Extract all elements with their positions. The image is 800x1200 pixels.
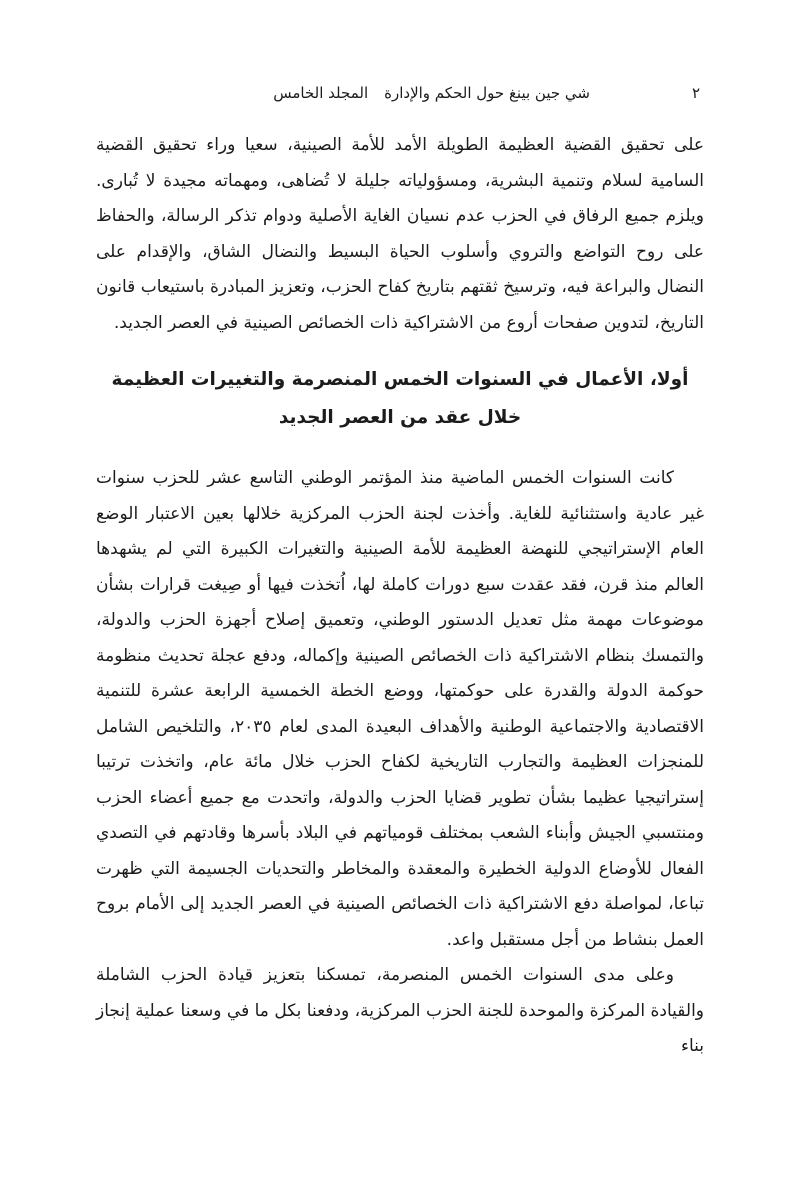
volume-label: المجلد الخامس [273, 84, 369, 102]
page-body [96, 128, 704, 1065]
body-paragraph: كانت السنوات الخمس الماضية منذ المؤتمر الوطني التاسع عشر للحزب سنوات غير عادية واستثنائية للغاية. وأخذت لجنة الحزب المركزية خلالها بعين الاعتبار الوضع العام الإستراتيجي للنهضة العظيمة للأمة الصينية والتغيرات الكبيرة التي لم يشهدها العالم منذ قرن، فقد عقدت سبع دورات كاملة لها، اُتخذت فيها أو صِيغت قرارات بشأن موضوعات مهمة مثل تعديل الدستور الوطني، وتعميق إصلاح أجهزة الحزب والدولة، والتمسك بنظام الاشتراكية ذات الخصائص الصينية وإكماله، ودفع عجلة تحديث منظومة حوكمة الدولة والقدرة على حوكمتها، ووضع الخطة الخمسية الرابعة عشرة للتنمية الاقتصادية والاجتماعية الوطنية والأهداف البعيدة المدى لعام ٢٠٣٥، والتلخيص الشامل للمنجزات العظيمة والتجارب التاريخية لكفاح الحزب خلال مائة عام، واتخذت ترتيبا إستراتيجيا عظيما بشأن تطوير قضايا الحزب والدولة، واتحدت مع جميع أعضاء الحزب ومنتسبي الجيش وأبناء الشعب بمختلف قومياتهم في البلاد بأسرها وقادتهم في التصدي الفعال للأوضاع الدولية الخطيرة والمعقدة والمخاطر والتحديات الجسيمة التي ظهرت تباعا، لمواصلة دفع الاشتراكية ذات الخصائص الصينية في العصر الجديد إلى الأمام بروح العمل بنشاط من أجل مستقبل واعد. [96, 468, 704, 950]
section-heading: أولا، الأعمال في السنوات الخمس المنصرمة والتغييرات العظيمة خلال عقد من العصر الجديد [111, 369, 689, 428]
book-title: شي جين بينغ حول الحكم والإدارة [384, 84, 590, 102]
body-paragraph: وعلى مدى السنوات الخمس المنصرمة، تمسكنا بتعزيز قيادة الحزب الشاملة والقيادة المركزة والموحدة للجنة الحزب المركزية، ودفعنا بكل ما في وسعنا عملية إنجاز بناء [96, 965, 704, 1056]
page-number: ٢ [691, 84, 700, 102]
body-paragraph: على تحقيق القضية العظيمة الطويلة الأمد للأمة الصينية، سعيا وراء تحقيق القضية السامية لسلام وتنمية البشرية، ومسؤولياته جليلة لا تُضاهى، ومهماته مجيدة لا تُبارى. ويلزم جميع الرفاق في الحزب عدم نسيان الغاية الأصلية ودوام تذكر الرسالة، والحفاظ على روح التواضع والتروي وأسلوب الحياة البسيط والنضال الشاق، والإقدام على النضال والبراعة فيه، وترسيخ ثقتهم بتاريخ كفاح الحزب، وتعزيز المبادرة باستيعاب قانون التاريخ، لتدوين صفحات أروع من الاشتراكية ذات الخصائص الصينية في العصر الجديد. [96, 135, 704, 333]
running-header [100, 78, 700, 108]
running-title [273, 78, 590, 108]
